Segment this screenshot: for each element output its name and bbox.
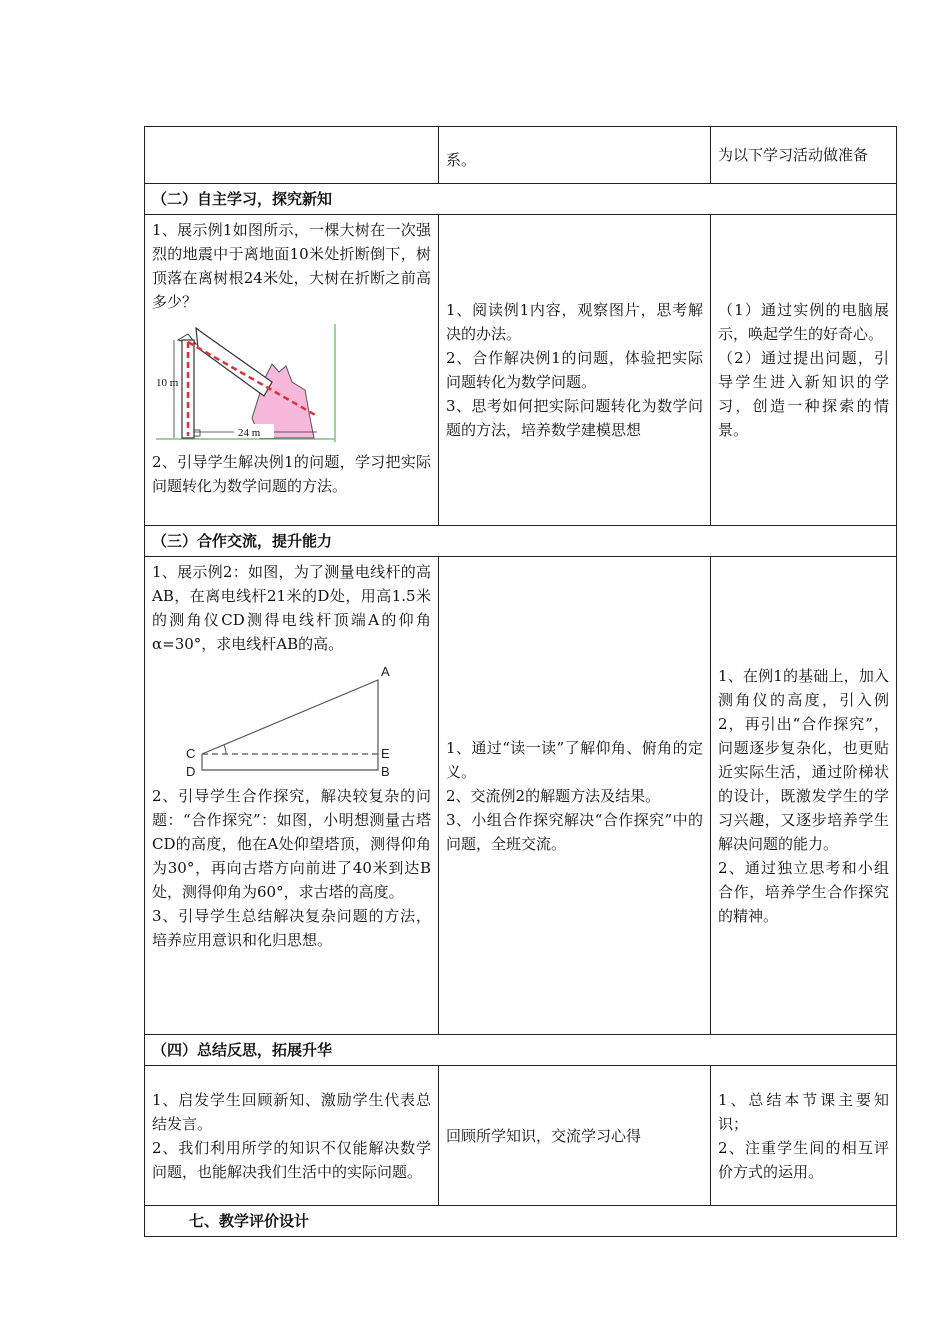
section-title: （三）合作交流，提升能力	[145, 526, 897, 557]
cell-teacher-activity	[145, 1066, 439, 1206]
table-row	[145, 1066, 897, 1206]
cell-teacher-activity	[145, 215, 439, 526]
paragraph: 2、合作解决例1的问题，体验把实际问题转化为数学问题。	[446, 349, 703, 391]
elevation-angle-figure	[152, 662, 392, 780]
cell-student-activity	[439, 557, 711, 1035]
paragraph: 2、我们利用所学的知识不仅能解决数学问题，也能解决我们生活中的实际问题。	[152, 1138, 431, 1181]
paragraph: 3、小组合作探究解决“合作探究”中的问题，全班交流。	[446, 810, 703, 853]
paragraph: 1、展示例1如图所示，一棵大树在一次强烈的地震中于离地面10米处折断倒下，树顶落在离树根24米处，大树在折断之前高多少？	[152, 221, 431, 311]
section-title: （二）自主学习，探究新知	[145, 184, 897, 215]
paragraph: 2、注重学生间的相互评价方式的运用。	[718, 1138, 889, 1181]
cell-design-intent	[711, 127, 897, 184]
width-label: 24 m	[238, 427, 261, 439]
point-label-d: D	[186, 764, 196, 779]
point-label-b: B	[381, 764, 390, 779]
table-row	[145, 127, 897, 184]
paragraph: 2、引导学生合作探究，解决较复杂的问题：“合作探究”：如图，小明想测量古塔CD的高度，他在A处仰望塔顶，测得仰角为30°，再向古塔方向前进了40米到达B处，测得仰角为60°，求古塔的高度。	[152, 787, 431, 901]
text: 为以下学习活动做准备	[718, 146, 869, 164]
cell-student-activity	[439, 1066, 711, 1206]
paragraph: 1、通过“读一读”了解仰角、俯角的定义。	[446, 738, 703, 781]
angle-arc	[224, 745, 226, 754]
table-row	[145, 557, 897, 1035]
broken-tree-figure	[152, 320, 342, 446]
cell-design-intent	[711, 1066, 897, 1206]
lesson-plan-table	[144, 126, 897, 1237]
paragraph: 2、通过独立思考和小组合作，培养学生合作探究的精神。	[718, 858, 889, 925]
point-label-a: A	[381, 664, 390, 679]
paragraph: 1、总结本节课主要知识；	[718, 1090, 889, 1133]
cell-design-intent	[711, 557, 897, 1035]
paragraph: （2）通过提出问题，引导学生进入新知识的学习，创造一种探索的情景。	[718, 349, 889, 439]
paragraph: 1、启发学生回顾新知、激励学生代表总结发言。	[152, 1090, 431, 1133]
triangle-outline	[202, 680, 378, 770]
section-header-row	[145, 526, 897, 557]
height-label: 10 m	[156, 377, 179, 389]
right-angle-mark	[194, 430, 200, 436]
empty-cell	[145, 127, 439, 184]
section-title: （四）总结反思，拓展升华	[145, 1035, 897, 1066]
cell-design-intent	[711, 215, 897, 526]
section-header-row	[145, 1035, 897, 1066]
paragraph: 1、阅读例1内容，观察图片，思考解决的办法。	[446, 301, 703, 343]
text: 系。	[446, 150, 477, 169]
paragraph: 2、交流例2的解题方法及结果。	[446, 786, 661, 805]
paragraph: 1、展示例2：如图，为了测量电线杆的高AB，在离电线杆21米的D处，用高1.5米的测角仪CD测得电线杆顶端A的仰角α=30°，求电线杆AB的高。	[152, 563, 431, 653]
cell-student-activity	[439, 127, 711, 184]
paragraph: 回顾所学知识，交流学习心得	[446, 1126, 642, 1145]
fallen-trunk	[196, 328, 272, 396]
section-title: 七、教学评价设计	[145, 1206, 897, 1237]
paragraph: （1）通过实例的电脑展示，唤起学生的好奇心。	[718, 301, 889, 343]
point-label-c: C	[186, 746, 196, 761]
section-header-row	[145, 1206, 897, 1237]
paragraph: 1、在例1的基础上，加入测角仪的高度，引入例2，再引出“合作探究”，问题逐步复杂化，也更贴近实际生活，通过阶梯状的设计，既激发学生的学习兴趣，又逐步培养学生解决问题的能力。	[718, 666, 889, 853]
point-label-e: E	[381, 746, 390, 761]
section-header-row	[145, 184, 897, 215]
paragraph: 2、引导学生解决例1的问题，学习把实际问题转化为数学问题的方法。	[152, 453, 431, 495]
paragraph: 3、思考如何把实际问题转化为数学问题的方法，培养数学建模思想	[446, 397, 703, 439]
cell-student-activity	[439, 215, 711, 526]
cell-teacher-activity	[145, 557, 439, 1035]
paragraph: 3、引导学生总结解决复杂问题的方法，培养应用意识和化归思想。	[152, 907, 431, 949]
table-row	[145, 215, 897, 526]
